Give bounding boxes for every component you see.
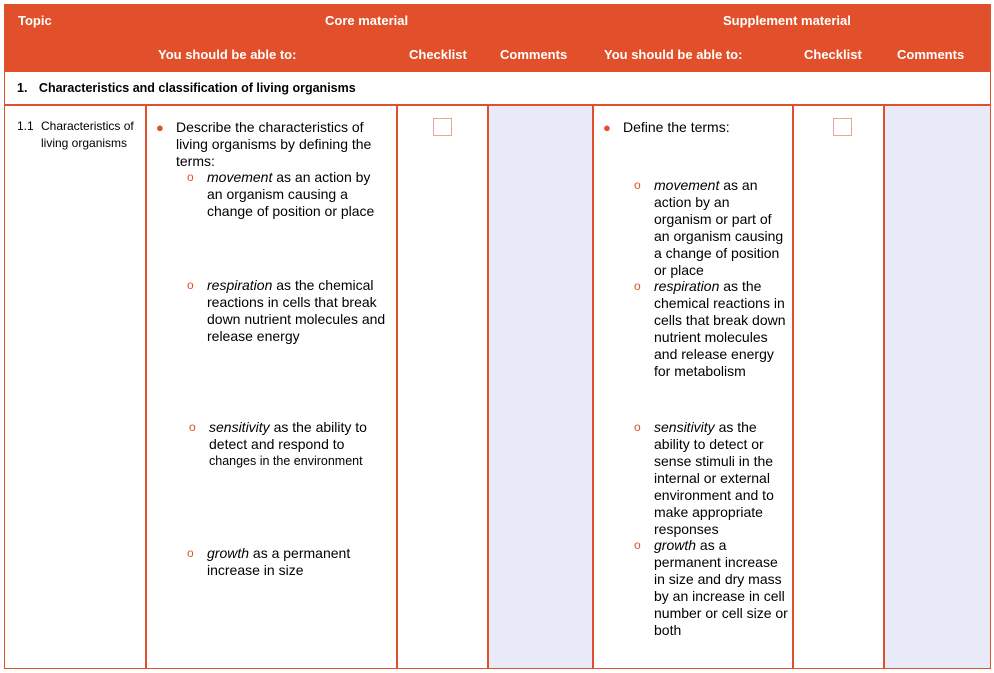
circle-bullet-icon: o bbox=[634, 178, 641, 192]
core-comments-cell[interactable] bbox=[487, 106, 592, 668]
header-core-material: Core material bbox=[325, 13, 409, 28]
term: sensitivity bbox=[209, 419, 270, 435]
table-header bbox=[5, 5, 990, 72]
term: sensitivity bbox=[654, 419, 715, 435]
core-intro-bullet bbox=[156, 119, 388, 170]
definition: as a permanent increase in size bbox=[207, 545, 351, 578]
supp-checkbox[interactable] bbox=[833, 118, 852, 136]
circle-bullet-icon: o bbox=[187, 170, 194, 184]
section-title: Characteristics and classification of living organisms bbox=[38, 81, 356, 95]
header-topic: Topic bbox=[18, 13, 52, 28]
circle-bullet-icon: o bbox=[189, 420, 196, 434]
supp-item-respiration bbox=[634, 278, 790, 380]
header-core-comments: Comments bbox=[500, 47, 568, 62]
supp-item-growth bbox=[634, 537, 790, 639]
definition: as the ability to detect or sense stimuli in the internal or external environment and to make appropriate responses bbox=[654, 419, 774, 537]
bullet-icon: ● bbox=[603, 120, 611, 135]
term: movement bbox=[654, 177, 720, 193]
definition: as the chemical reactions in cells that break down nutrient molecules and release energy bbox=[207, 277, 386, 344]
header-supp-checklist: Checklist bbox=[804, 47, 862, 62]
supp-item-sensitivity bbox=[634, 419, 790, 538]
supp-intro-text: Define the terms: bbox=[623, 119, 730, 135]
header-supp-comments: Comments bbox=[897, 47, 965, 62]
circle-bullet-icon: o bbox=[634, 279, 641, 293]
term: respiration bbox=[654, 278, 720, 294]
circle-bullet-icon: o bbox=[634, 420, 641, 434]
core-item-movement bbox=[187, 169, 389, 220]
term: movement bbox=[207, 169, 273, 185]
supp-item-movement bbox=[634, 177, 790, 279]
header-supplement-material: Supplement material bbox=[723, 13, 851, 28]
supp-intro-bullet bbox=[603, 119, 783, 136]
circle-bullet-icon: o bbox=[187, 546, 194, 560]
term: growth bbox=[207, 545, 250, 561]
term: respiration bbox=[207, 277, 273, 293]
core-checklist-cell bbox=[396, 106, 487, 668]
core-item-respiration bbox=[187, 277, 389, 345]
definition: as the chemical reactions in cells that break down nutrient molecules and release energy for metabolism bbox=[654, 278, 786, 379]
supp-comments-cell[interactable] bbox=[883, 106, 990, 668]
section-heading-row bbox=[5, 72, 990, 106]
supp-checklist-cell bbox=[792, 106, 883, 668]
topic-cell bbox=[17, 118, 142, 152]
core-intro-text: Describe the characteristics of living organisms by defining the terms: bbox=[176, 119, 372, 169]
term: growth bbox=[654, 537, 697, 553]
definition: as the ability to detect and respond to bbox=[209, 419, 367, 452]
syllabus-checklist-table bbox=[4, 4, 991, 669]
circle-bullet-icon: o bbox=[634, 538, 641, 552]
header-supp-you-should: You should be able to: bbox=[604, 47, 743, 62]
circle-bullet-icon: o bbox=[187, 278, 194, 292]
core-item-growth bbox=[187, 545, 389, 579]
section-number: 1. bbox=[17, 81, 28, 95]
definition-tail: changes in the environment bbox=[209, 454, 363, 468]
bullet-icon: ● bbox=[156, 120, 164, 135]
core-item-sensitivity bbox=[189, 419, 391, 470]
definition: as a permanent increase in size and dry mass by an increase in cell number or cell size or both bbox=[654, 537, 788, 638]
header-core-you-should: You should be able to: bbox=[158, 47, 297, 62]
topic-number: 1.1 bbox=[17, 119, 34, 133]
core-checkbox[interactable] bbox=[433, 118, 452, 136]
definition: as an action by an organism or part of an organism causing a change of position or place bbox=[654, 177, 784, 278]
topic-label: Characteristics of living organisms bbox=[41, 119, 134, 150]
definition: as an action by an organism causing a change of position or place bbox=[207, 169, 375, 219]
header-core-checklist: Checklist bbox=[409, 47, 467, 62]
